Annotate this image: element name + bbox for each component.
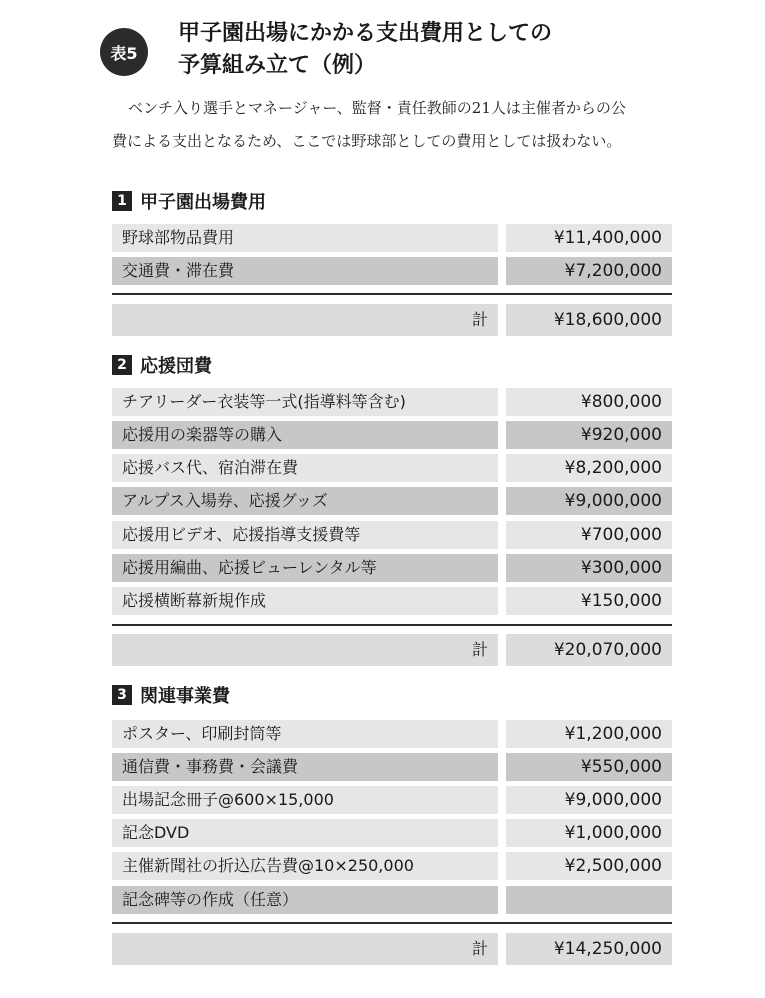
title-line-1: 甲子園出場にかかる支出費用としての xyxy=(178,21,553,46)
table-row xyxy=(112,224,672,252)
table-row xyxy=(112,487,672,515)
table-header xyxy=(100,18,700,88)
item-label: 応援横断幕新規作成 xyxy=(112,587,498,615)
item-amount xyxy=(506,886,672,914)
total-amount: ¥20,070,000 xyxy=(506,634,672,666)
table-row xyxy=(112,554,672,582)
total-label: 計 xyxy=(112,634,498,666)
table-row xyxy=(112,786,672,814)
total-amount: ¥18,600,000 xyxy=(506,304,672,336)
section-title: 関連事業費 xyxy=(140,686,230,707)
item-label: 応援用の楽器等の購入 xyxy=(112,421,498,449)
item-amount: ¥9,000,000 xyxy=(506,487,672,515)
table-row xyxy=(112,886,672,914)
item-amount: ¥1,200,000 xyxy=(506,720,672,748)
item-label: 応援用編曲、応援ビューレンタル等 xyxy=(112,554,498,582)
item-amount: ¥7,200,000 xyxy=(506,257,672,285)
item-label: 記念DVD xyxy=(112,819,498,847)
section-title: 応援団費 xyxy=(140,356,212,377)
total-label: 計 xyxy=(112,933,498,965)
item-amount: ¥700,000 xyxy=(506,521,672,549)
table-row xyxy=(112,720,672,748)
item-amount: ¥2,500,000 xyxy=(506,852,672,880)
item-label: 通信費・事務費・会議費 xyxy=(112,753,498,781)
page-title xyxy=(178,18,552,82)
item-label: 応援用ビデオ、応援指導支援費等 xyxy=(112,521,498,549)
item-amount: ¥8,200,000 xyxy=(506,454,672,482)
section-1-total-row xyxy=(112,304,672,336)
intro-line-1: ベンチ入り選手とマネージャー、監督・責任教師の21人は主催者からの公 xyxy=(128,99,626,117)
section-number: 3 xyxy=(112,685,132,705)
table-row xyxy=(112,819,672,847)
item-label: チアリーダー衣装等一式(指導料等含む) xyxy=(112,388,498,416)
divider xyxy=(112,624,672,626)
section-3-total-row xyxy=(112,933,672,965)
total-amount: ¥14,250,000 xyxy=(506,933,672,965)
section-2-total-row xyxy=(112,634,672,666)
item-label: 記念碑等の作成（任意） xyxy=(112,886,498,914)
intro-line-2: 費による支出となるため、ここでは野球部としての費用としては扱わない。 xyxy=(112,132,622,150)
section-title: 甲子園出場費用 xyxy=(140,192,266,213)
item-amount: ¥800,000 xyxy=(506,388,672,416)
item-amount: ¥11,400,000 xyxy=(506,224,672,252)
table-row xyxy=(112,421,672,449)
item-label: アルプス入場券、応援グッズ xyxy=(112,487,498,515)
divider xyxy=(112,293,672,295)
item-label: 交通費・滞在費 xyxy=(112,257,498,285)
item-label: 出場記念冊子@600×15,000 xyxy=(112,786,498,814)
item-label: ポスター、印刷封筒等 xyxy=(112,720,498,748)
table-row xyxy=(112,852,672,880)
intro-paragraph xyxy=(112,92,682,158)
title-line-2: 予算組み立て（例） xyxy=(178,53,377,78)
divider xyxy=(112,922,672,924)
table-row xyxy=(112,257,672,285)
table-row xyxy=(112,753,672,781)
section-number: 2 xyxy=(112,355,132,375)
section-number: 1 xyxy=(112,191,132,211)
table-row xyxy=(112,454,672,482)
total-label: 計 xyxy=(112,304,498,336)
item-amount: ¥300,000 xyxy=(506,554,672,582)
section-1-heading xyxy=(112,188,266,214)
item-amount: ¥9,000,000 xyxy=(506,786,672,814)
table-row xyxy=(112,521,672,549)
item-label: 野球部物品費用 xyxy=(112,224,498,252)
item-amount: ¥920,000 xyxy=(506,421,672,449)
item-label: 主催新聞社の折込広告費@10×250,000 xyxy=(112,852,498,880)
item-label: 応援バス代、宿泊滞在費 xyxy=(112,454,498,482)
section-2-heading xyxy=(112,352,212,378)
table-row xyxy=(112,587,672,615)
table-number-badge: 表5 xyxy=(100,28,148,76)
section-3-heading xyxy=(112,682,230,708)
item-amount: ¥550,000 xyxy=(506,753,672,781)
item-amount: ¥150,000 xyxy=(506,587,672,615)
item-amount: ¥1,000,000 xyxy=(506,819,672,847)
table-row xyxy=(112,388,672,416)
